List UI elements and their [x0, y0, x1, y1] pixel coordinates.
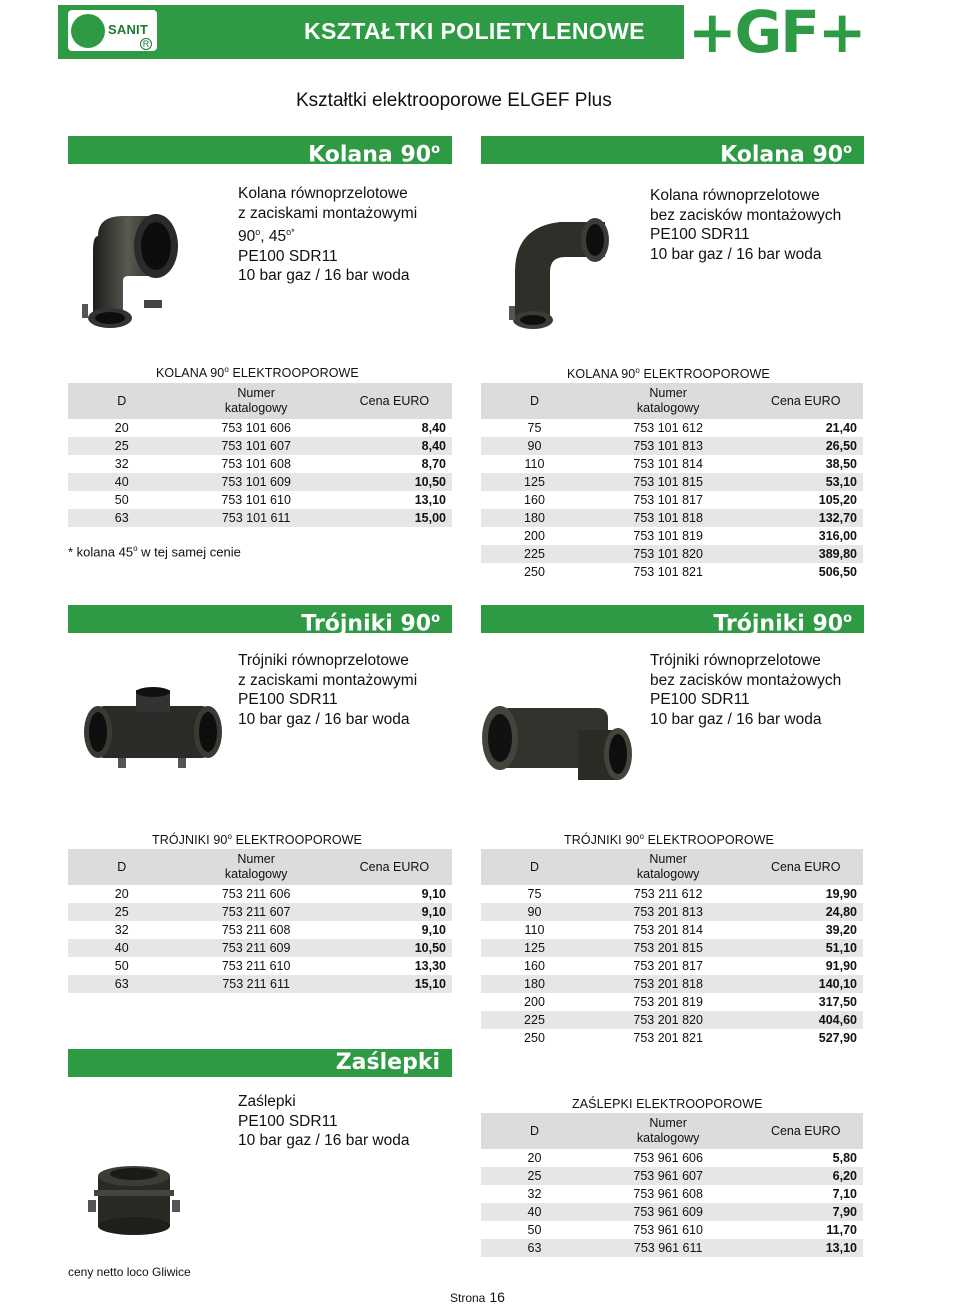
cell-price: 13,10 [748, 1239, 863, 1257]
cell-price: 21,40 [825, 421, 857, 435]
cell-price: 317,50 [818, 995, 857, 1009]
cell-price: 39,20 [825, 923, 857, 937]
section-bar-kolana-right: Kolana 90$^o$ [481, 136, 864, 164]
cell-d: 110 [524, 923, 545, 937]
table-row [481, 437, 863, 455]
cell-catalog-number: 753 101 606 [221, 421, 291, 435]
column-header-d: D [481, 1113, 588, 1149]
cell-d: 90 [481, 437, 588, 455]
column-header-cena: Cena EURO [337, 849, 452, 885]
table-row [481, 1203, 863, 1221]
section-bar-trojniki-left: Trójniki 90$^o$ [68, 605, 452, 633]
cell-price: 132,70 [748, 509, 863, 527]
table-row [68, 885, 452, 903]
table-row [68, 473, 452, 491]
table-row [481, 885, 863, 903]
cell-catalog-number: 753 101 607 [176, 437, 337, 455]
column-header-cena: Cena EURO [748, 1113, 863, 1149]
section-bar-kolana-left: Kolana 90$^o$ [68, 136, 452, 164]
sanit-logo [68, 10, 157, 51]
cell-d: 25 [481, 1167, 588, 1185]
cell-d: 20 [527, 1151, 542, 1165]
trojniki-left-description: Trójniki równoprzelotowe z zaciskami montażowymi PE100 SDR11 10 bar gaz / 16 bar woda [238, 652, 418, 728]
page-number: Strona 16 [450, 1289, 505, 1305]
table-row [481, 455, 863, 473]
cell-price: 9,10 [337, 903, 452, 921]
cell-price: 527,90 [818, 1031, 857, 1045]
cell-catalog-number: 753 101 818 [588, 509, 748, 527]
table-row [481, 1185, 863, 1203]
cell-catalog-number: 753 101 609 [176, 473, 337, 491]
cell-price: 8,40 [337, 437, 452, 455]
table-header-row [481, 1113, 863, 1149]
cell-catalog-number: 753 961 609 [588, 1203, 748, 1221]
column-header-cena: Cena EURO [748, 849, 863, 885]
cell-price: 53,10 [748, 473, 863, 491]
cell-price: 316,00 [818, 529, 857, 543]
header-title: KSZTAŁTKI POLIETYLENOWE [304, 18, 645, 44]
cell-price: 26,50 [748, 437, 863, 455]
table-title-trojniki-large: TRÓJNIKI 90$^o$ ELEKTROOPOROWE [564, 832, 774, 848]
cell-price: 15,00 [337, 509, 452, 527]
table-header-row [68, 849, 452, 885]
column-header-cena: Cena EURO [748, 383, 863, 419]
cell-price: 10,50 [337, 473, 452, 491]
cell-d: 50 [114, 959, 129, 973]
table-row [481, 1011, 863, 1029]
cell-catalog-number: 753 201 819 [633, 995, 703, 1009]
cell-d: 32 [114, 923, 129, 937]
cell-price: 7,90 [748, 1203, 863, 1221]
table-title-zaslepki: ZAŚLEPKI ELEKTROOPOROWE [572, 1097, 763, 1112]
cell-d: 225 [481, 545, 588, 563]
cell-d: 75 [527, 421, 542, 435]
table-kolana-large [481, 383, 863, 581]
column-header-d: D [68, 849, 176, 885]
cell-d: 32 [527, 1187, 542, 1201]
cell-d: 25 [68, 903, 176, 921]
column-header-numer-katalogowy: Numer katalogowy [588, 1113, 748, 1149]
table-row [481, 957, 863, 975]
table-row [481, 473, 863, 491]
cell-price: 15,10 [337, 975, 452, 993]
cell-d: 50 [527, 1223, 542, 1237]
cell-catalog-number: 753 201 817 [633, 959, 703, 973]
gf-logo-text: +GF+ [688, 0, 865, 66]
cell-catalog-number: 753 101 814 [633, 457, 703, 471]
cell-d: 200 [524, 995, 545, 1009]
table-row [481, 1239, 863, 1257]
cell-price: 38,50 [825, 457, 857, 471]
cell-price: 24,80 [748, 903, 863, 921]
cell-catalog-number: 753 101 817 [633, 493, 703, 507]
cell-price: 8,70 [421, 457, 446, 471]
sanit-logo-text: SANIT [108, 22, 148, 37]
table-row [68, 957, 452, 975]
cell-d: 40 [68, 473, 176, 491]
cell-price: 7,10 [832, 1187, 857, 1201]
cell-price: 19,90 [825, 887, 857, 901]
registered-mark: R [140, 38, 152, 50]
page-heading: Kształtki elektrooporowe ELGEF Plus [296, 90, 612, 111]
prices-note: ceny netto loco Gliwice [68, 1265, 191, 1279]
cell-price: 10,50 [337, 939, 452, 957]
cell-catalog-number: 753 101 611 [176, 509, 337, 527]
cell-d: 180 [481, 509, 588, 527]
table-row [481, 419, 863, 437]
cell-catalog-number: 753 961 608 [633, 1187, 703, 1201]
end-cap-image [84, 1160, 184, 1240]
cell-d: 63 [68, 975, 176, 993]
cell-catalog-number: 753 201 815 [588, 939, 748, 957]
table-row [481, 939, 863, 957]
cell-catalog-number: 753 961 606 [633, 1151, 703, 1165]
elbow-without-clamps-image [505, 212, 615, 332]
cell-price: 9,10 [421, 923, 446, 937]
table-kolana-small [68, 383, 452, 527]
table-row [68, 491, 452, 509]
cell-catalog-number: 753 101 610 [221, 493, 291, 507]
cell-price: 13,30 [414, 959, 446, 973]
table-row [481, 1149, 863, 1167]
table-row [68, 509, 452, 527]
cell-d: 250 [524, 1031, 545, 1045]
trojniki-right-description: Trójniki równoprzelotowe bez zacisków montażowych PE100 SDR11 10 bar gaz / 16 bar woda [650, 652, 842, 728]
sanit-logo-mark [71, 14, 105, 48]
cell-catalog-number: 753 201 818 [588, 975, 748, 993]
table-trojniki-small [68, 849, 452, 993]
section-bar-zaslepki: Zaślepki [68, 1049, 452, 1077]
cell-d: 160 [524, 959, 545, 973]
cell-catalog-number: 753 101 820 [588, 545, 748, 563]
elbow-with-clamps-image [78, 196, 190, 336]
cell-d: 90 [481, 903, 588, 921]
table-row [481, 1167, 863, 1185]
column-header-numer-katalogowy: Numer katalogowy [588, 383, 748, 419]
tee-without-clamps-image [478, 690, 638, 790]
table-zaslepki [481, 1113, 863, 1257]
kolana-left-description: Kolana równoprzelotowe z zaciskami montażowymi 90$^o$, $45^{o*}$ PE100 SDR11 10 bar gaz / 16 bar woda [238, 185, 418, 285]
column-header-cena: Cena EURO [337, 383, 452, 419]
column-header-numer-katalogowy: Numer katalogowy [176, 849, 337, 885]
cell-d: 250 [524, 565, 545, 579]
column-header-d: D [481, 383, 588, 419]
cell-d: 63 [481, 1239, 588, 1257]
cell-catalog-number: 753 201 813 [588, 903, 748, 921]
table-trojniki-large [481, 849, 863, 1047]
cell-d: 40 [481, 1203, 588, 1221]
table-row [68, 437, 452, 455]
cell-catalog-number: 753 211 612 [633, 887, 703, 901]
cell-catalog-number: 753 201 821 [633, 1031, 703, 1045]
cell-catalog-number: 753 101 821 [633, 565, 703, 579]
cell-d: 225 [481, 1011, 588, 1029]
cell-price: 8,40 [421, 421, 446, 435]
table-row [481, 1221, 863, 1239]
cell-catalog-number: 753 211 610 [221, 959, 291, 973]
cell-d: 125 [481, 473, 588, 491]
cell-price: 91,90 [825, 959, 857, 973]
cell-catalog-number: 753 201 814 [633, 923, 703, 937]
cell-d: 200 [524, 529, 545, 543]
column-header-numer-katalogowy: Numer katalogowy [588, 849, 748, 885]
cell-price: 5,80 [832, 1151, 857, 1165]
table-row [481, 993, 863, 1011]
cell-price: 11,70 [826, 1223, 857, 1237]
cell-catalog-number: 753 101 608 [221, 457, 291, 471]
table-header-row [68, 383, 452, 419]
cell-price: 13,10 [414, 493, 446, 507]
table-header-row [481, 849, 863, 885]
cell-catalog-number: 753 961 607 [588, 1167, 748, 1185]
column-header-d: D [481, 849, 588, 885]
cell-d: 20 [114, 421, 129, 435]
zaslepki-description: Zaślepki PE100 SDR11 10 bar gaz / 16 bar woda [238, 1093, 410, 1149]
cell-price: 51,10 [748, 939, 863, 957]
cell-d: 63 [68, 509, 176, 527]
cell-catalog-number: 753 961 611 [588, 1239, 748, 1257]
cell-catalog-number: 753 961 610 [633, 1223, 703, 1237]
section-bar-trojniki-right: Trójniki 90$^o$ [481, 605, 864, 633]
cell-price: 404,60 [748, 1011, 863, 1029]
footnote-kolana-45: * kolana 45$^o$ w tej samej cenie [68, 544, 241, 560]
table-row [68, 921, 452, 939]
cell-d: 125 [481, 939, 588, 957]
cell-catalog-number: 753 101 813 [588, 437, 748, 455]
kolana-right-description: Kolana równoprzelotowe bez zacisków montażowych PE100 SDR11 10 bar gaz / 16 bar woda [650, 187, 842, 263]
table-title-kolana-large: KOLANA 90$^o$ ELEKTROOPOROWE [567, 366, 770, 382]
table-row [68, 455, 452, 473]
cell-catalog-number: 753 211 607 [176, 903, 337, 921]
cell-catalog-number: 753 211 609 [176, 939, 337, 957]
cell-d: 25 [68, 437, 176, 455]
cell-price: 105,20 [818, 493, 857, 507]
gf-logo [684, 0, 960, 66]
cell-catalog-number: 753 101 819 [633, 529, 703, 543]
cell-d: 160 [524, 493, 545, 507]
cell-d: 75 [527, 887, 542, 901]
cell-d: 32 [114, 457, 129, 471]
column-header-d: D [68, 383, 176, 419]
cell-catalog-number: 753 201 820 [588, 1011, 748, 1029]
cell-price: 389,80 [748, 545, 863, 563]
table-row [481, 975, 863, 993]
cell-d: 20 [114, 887, 129, 901]
table-row [68, 903, 452, 921]
cell-price: 9,10 [421, 887, 446, 901]
cell-catalog-number: 753 101 612 [633, 421, 703, 435]
table-row [481, 921, 863, 939]
cell-price: 6,20 [748, 1167, 863, 1185]
cell-catalog-number: 753 211 606 [221, 887, 291, 901]
column-header-numer-katalogowy: Numer katalogowy [176, 383, 337, 419]
cell-d: 110 [524, 457, 545, 471]
table-row [68, 419, 452, 437]
table-row [481, 491, 863, 509]
table-row [481, 563, 863, 581]
cell-d: 40 [68, 939, 176, 957]
table-header-row [481, 383, 863, 419]
table-row [481, 545, 863, 563]
table-row [481, 527, 863, 545]
cell-price: 140,10 [748, 975, 863, 993]
table-row [481, 1029, 863, 1047]
cell-catalog-number: 753 101 815 [588, 473, 748, 491]
cell-d: 180 [481, 975, 588, 993]
table-title-kolana-small: KOLANA 90$^o$ ELEKTROOPOROWE [156, 365, 359, 381]
table-title-trojniki-small: TRÓJNIKI 90$^o$ ELEKTROOPOROWE [152, 832, 362, 848]
table-row [68, 975, 452, 993]
cell-catalog-number: 753 211 611 [176, 975, 337, 993]
cell-price: 506,50 [818, 565, 857, 579]
cell-catalog-number: 753 211 608 [221, 923, 291, 937]
tee-with-clamps-image [78, 686, 228, 776]
table-row [481, 903, 863, 921]
table-row [68, 939, 452, 957]
table-row [481, 509, 863, 527]
cell-d: 50 [114, 493, 129, 507]
